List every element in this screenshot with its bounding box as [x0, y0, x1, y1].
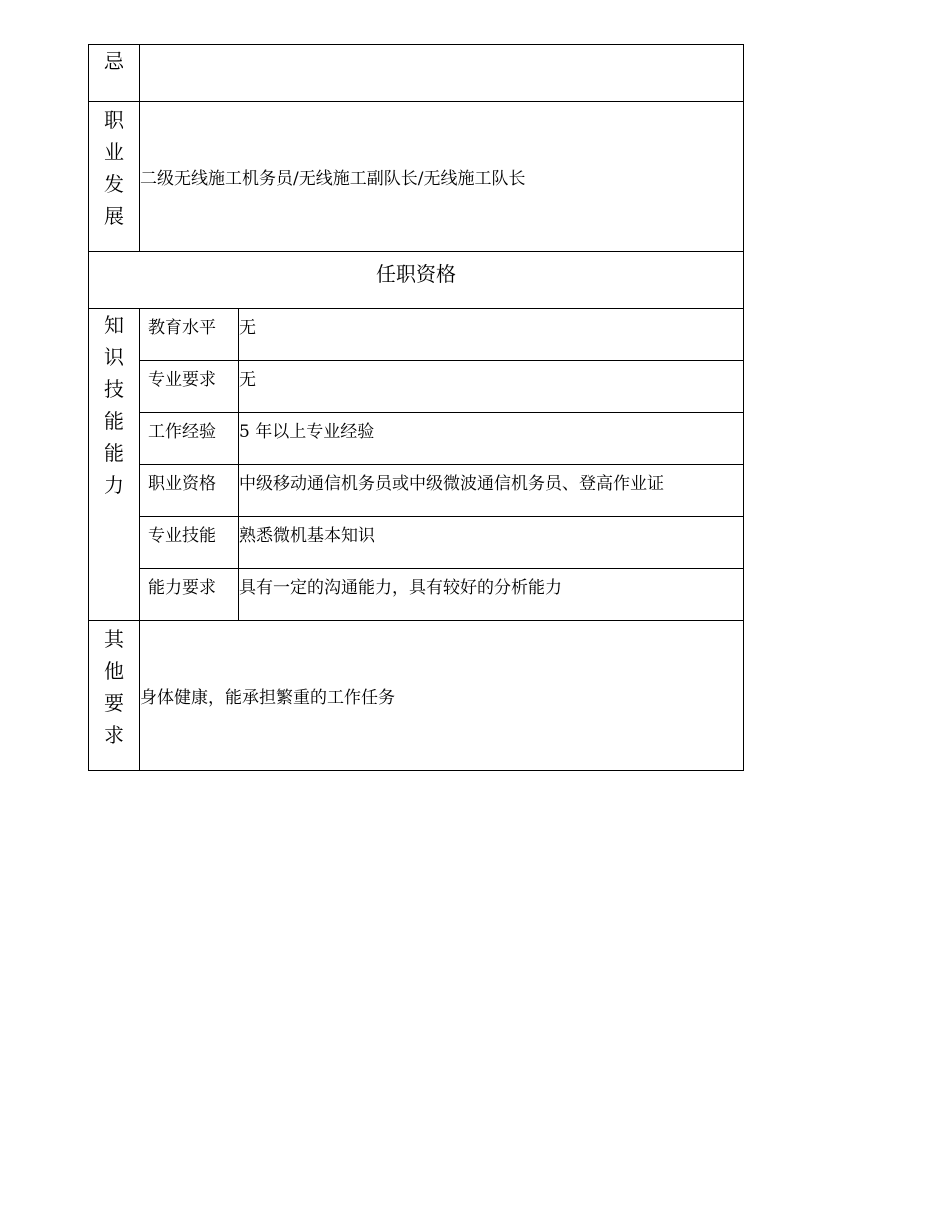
section-title-row	[89, 252, 744, 309]
knowledge-row	[89, 361, 744, 413]
item-value: 无	[239, 309, 744, 361]
item-name: 工作经验	[140, 413, 239, 465]
other-label	[89, 621, 140, 771]
career-label-char: 职	[104, 108, 124, 132]
other-label-char: 求	[104, 723, 124, 747]
knowledge-row	[89, 569, 744, 621]
item-name: 专业技能	[140, 517, 239, 569]
item-value: 中级移动通信机务员或中级微波通信机务员、登高作业证	[239, 465, 744, 517]
item-value: 具有一定的沟通能力，具有较好的分析能力	[239, 569, 744, 621]
other-label-char: 其	[104, 627, 124, 651]
knowledge-row	[89, 517, 744, 569]
item-value: 5 年以上专业经验	[239, 413, 744, 465]
knowledge-label-char: 力	[104, 473, 124, 497]
knowledge-label-char: 识	[104, 345, 124, 369]
taboo-label-text: 忌	[104, 49, 124, 73]
qualification-table	[88, 44, 744, 771]
knowledge-label-char: 知	[104, 313, 124, 337]
knowledge-row	[89, 413, 744, 465]
career-label-char: 展	[104, 204, 124, 228]
knowledge-row	[89, 309, 744, 361]
other-label-char: 他	[104, 659, 124, 683]
item-name: 职业资格	[140, 465, 239, 517]
item-name: 专业要求	[140, 361, 239, 413]
knowledge-label-char: 技	[104, 377, 124, 401]
career-label-char: 业	[104, 140, 124, 164]
taboo-row	[89, 45, 744, 102]
taboo-value	[140, 45, 744, 102]
other-value: 身体健康，能承担繁重的工作任务	[140, 621, 744, 771]
career-row	[89, 102, 744, 252]
item-name: 能力要求	[140, 569, 239, 621]
item-name: 教育水平	[140, 309, 239, 361]
other-row	[89, 621, 744, 771]
career-label	[89, 102, 140, 252]
knowledge-label	[89, 309, 140, 621]
item-value: 熟悉微机基本知识	[239, 517, 744, 569]
career-value: 二级无线施工机务员/无线施工副队长/无线施工队长	[140, 102, 744, 252]
knowledge-row	[89, 465, 744, 517]
taboo-label	[89, 45, 140, 102]
other-label-char: 要	[104, 691, 124, 715]
section-title: 任职资格	[89, 252, 744, 309]
knowledge-label-char: 能	[104, 409, 124, 433]
career-label-char: 发	[104, 172, 124, 196]
item-value: 无	[239, 361, 744, 413]
knowledge-label-char: 能	[104, 441, 124, 465]
